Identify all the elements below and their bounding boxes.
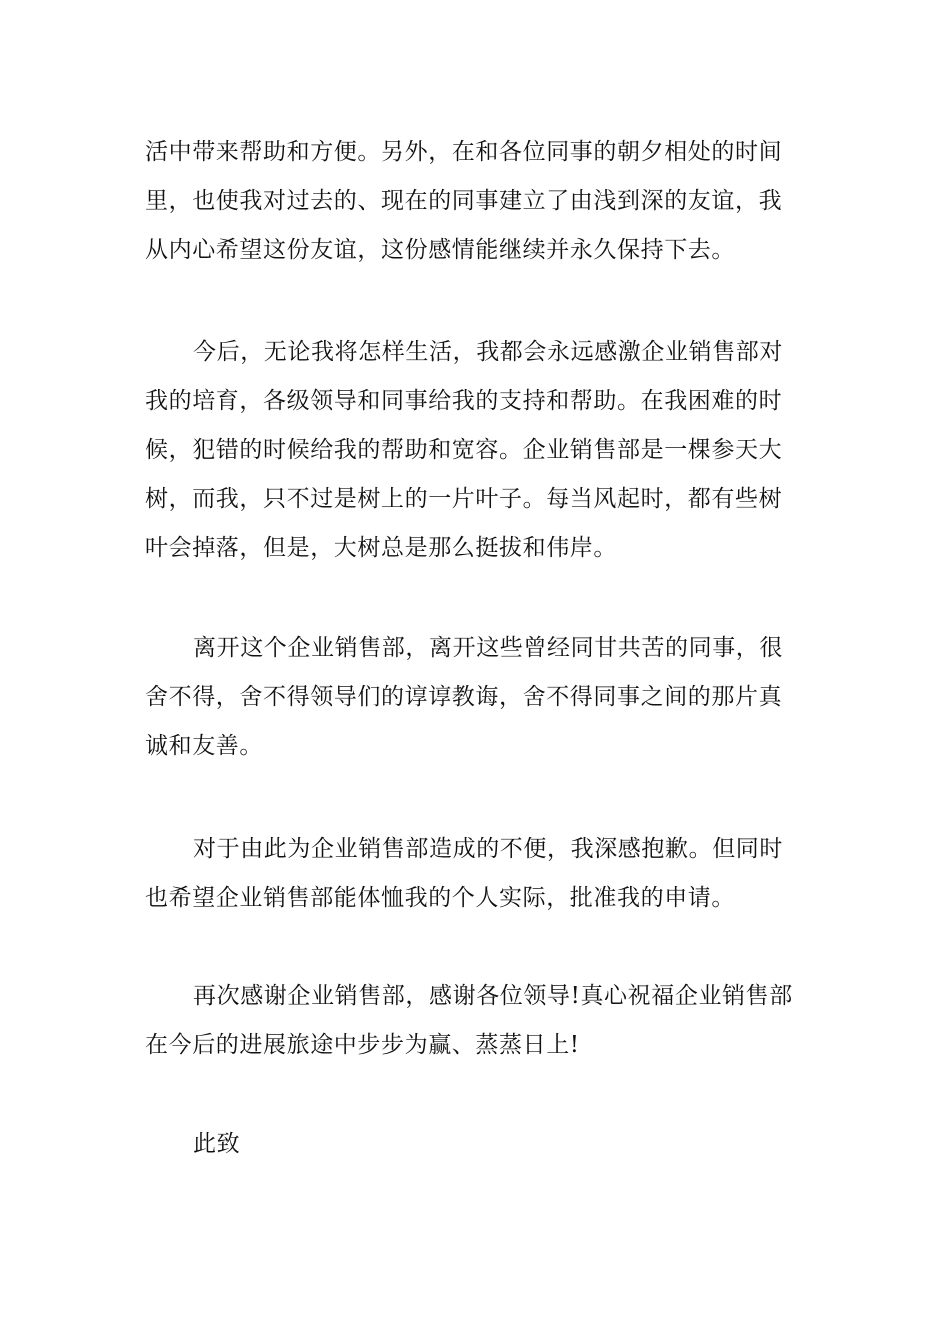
paragraph-5: [145, 972, 807, 1070]
paragraph-1: [145, 128, 807, 275]
paragraph-line: 对于由此为企业销售部造成的不便，我深感抱歉。但同时: [193, 836, 783, 862]
paragraph-line: 我的培育，各级领导和同事给我的支持和帮助。在我困难的时: [145, 388, 783, 414]
paragraph-line: 再次感谢企业销售部，感谢各位领导!真心祝福企业销售部: [193, 983, 793, 1009]
paragraph-2: [145, 328, 807, 573]
paragraph-line: 今后，无论我将怎样生活，我都会永远感激企业销售部对: [193, 339, 783, 365]
paragraph-line: 舍不得，舍不得领导们的谆谆教诲，舍不得同事之间的那片真: [145, 684, 783, 710]
paragraph-line: 离开这个企业销售部，离开这些曾经同甘共苦的同事，很: [193, 635, 783, 661]
paragraph-4: [145, 825, 807, 923]
paragraph-line: 活中带来帮助和方便。另外，在和各位同事的朝夕相处的时间: [145, 139, 783, 165]
paragraph-line: 候，犯错的时候给我的帮助和宽容。企业销售部是一棵参天大: [145, 437, 783, 463]
paragraph-line: 里，也使我对过去的、现在的同事建立了由浅到深的友谊，我: [145, 188, 783, 214]
closing-salutation: [145, 1120, 807, 1169]
paragraph-line: 也希望企业销售部能体恤我的个人实际，批准我的申请。: [145, 885, 735, 911]
paragraph-line: 在今后的进展旅途中步步为赢、蒸蒸日上!: [145, 1032, 580, 1058]
paragraph-line: 诚和友善。: [145, 733, 263, 759]
paragraph-line: 此致: [193, 1131, 241, 1157]
paragraph-line: 叶会掉落，但是，大树总是那么挺拔和伟岸。: [145, 535, 617, 561]
paragraph-3: [145, 624, 807, 771]
paragraph-line: 从内心希望这份友谊，这份感情能继续并永久保持下去。: [145, 237, 735, 263]
paragraph-line: 树，而我，只不过是树上的一片叶子。每当风起时，都有些树: [145, 486, 783, 512]
